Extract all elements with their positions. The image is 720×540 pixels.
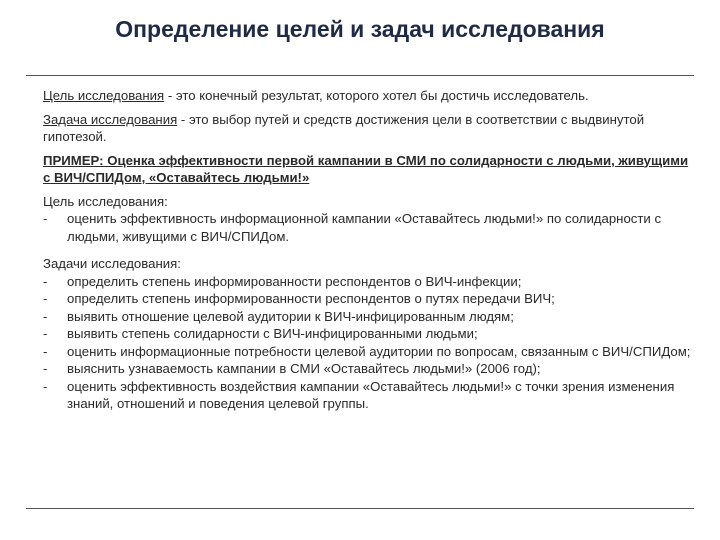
goal-term: Цель исследования: [43, 88, 165, 103]
goal-list: [43, 210, 699, 245]
bottom-divider: [26, 508, 694, 509]
example-heading: ПРИМЕР: Оценка эффективности первой кампании в СМИ по солидарности с людьми, живущими с ВИЧ/СПИДом, «Оставайтесь людьми!»: [43, 152, 689, 185]
dash-marker: -: [43, 273, 48, 289]
goal-section-label: Цель исследования:: [43, 193, 168, 209]
dash-marker: -: [43, 361, 48, 376]
list-item-text: оценить информационные потребности целевой аудитории по вопросам, связанным с ВИЧ/СПИДом;: [67, 343, 691, 359]
dash-marker: -: [43, 378, 48, 394]
list-item-text: оценить эффективность воздействия кампании «Оставайтесь людьми!» с точки зрения изменения знаний, отношений и поведения целевой группы.: [67, 378, 675, 411]
tasks-list: [43, 273, 699, 413]
dash-marker: -: [43, 326, 48, 341]
tasks-section-label: Задачи исследования:: [43, 256, 181, 271]
list-item-text: определить степень информированности респондентов о путях передачи ВИЧ;: [67, 291, 555, 306]
list-item-text: выявить степень солидарности с ВИЧ-инфицированными людьми;: [67, 326, 478, 341]
list-item-text: выяснить узнаваемость кампании в СМИ «Оставайтесь людьми!» (2006 год);: [67, 361, 541, 376]
task-definition-text: - это выбор путей и средств достижения цели в соответствии с выдвинутой гипотезой.: [43, 111, 645, 144]
list-item: [43, 378, 699, 413]
list-item: [43, 273, 699, 291]
goal-definition-text: - это конечный результат, которого хотел бы достичь исследователь.: [164, 88, 589, 103]
dash-marker: -: [43, 291, 48, 306]
slide-title: Определение целей и задач исследования: [115, 16, 605, 42]
list-item: [43, 210, 699, 245]
list-item-text: выявить отношение целевой аудитории к ВИЧ-инфицированным людям;: [67, 308, 514, 324]
list-item-text: определить степень информированности респондентов о ВИЧ-инфекции;: [67, 273, 522, 289]
list-item: [43, 290, 699, 308]
dash-marker: -: [43, 211, 48, 226]
list-item: [43, 360, 699, 378]
list-item: [43, 325, 699, 343]
list-item: [43, 308, 699, 326]
dash-marker: -: [43, 308, 48, 324]
top-divider: [26, 75, 694, 76]
task-term: Задача исследования: [43, 111, 178, 127]
task-definition: [43, 111, 699, 146]
dash-marker: -: [43, 343, 48, 359]
list-item: [43, 343, 699, 361]
goal-definition: [43, 87, 699, 105]
slide-content: [43, 87, 699, 419]
list-item-text: оценить эффективность информационной кампании «Оставайтесь людьми!» по солидарности с людьми, живущими с ВИЧ/СПИДом.: [67, 211, 662, 244]
